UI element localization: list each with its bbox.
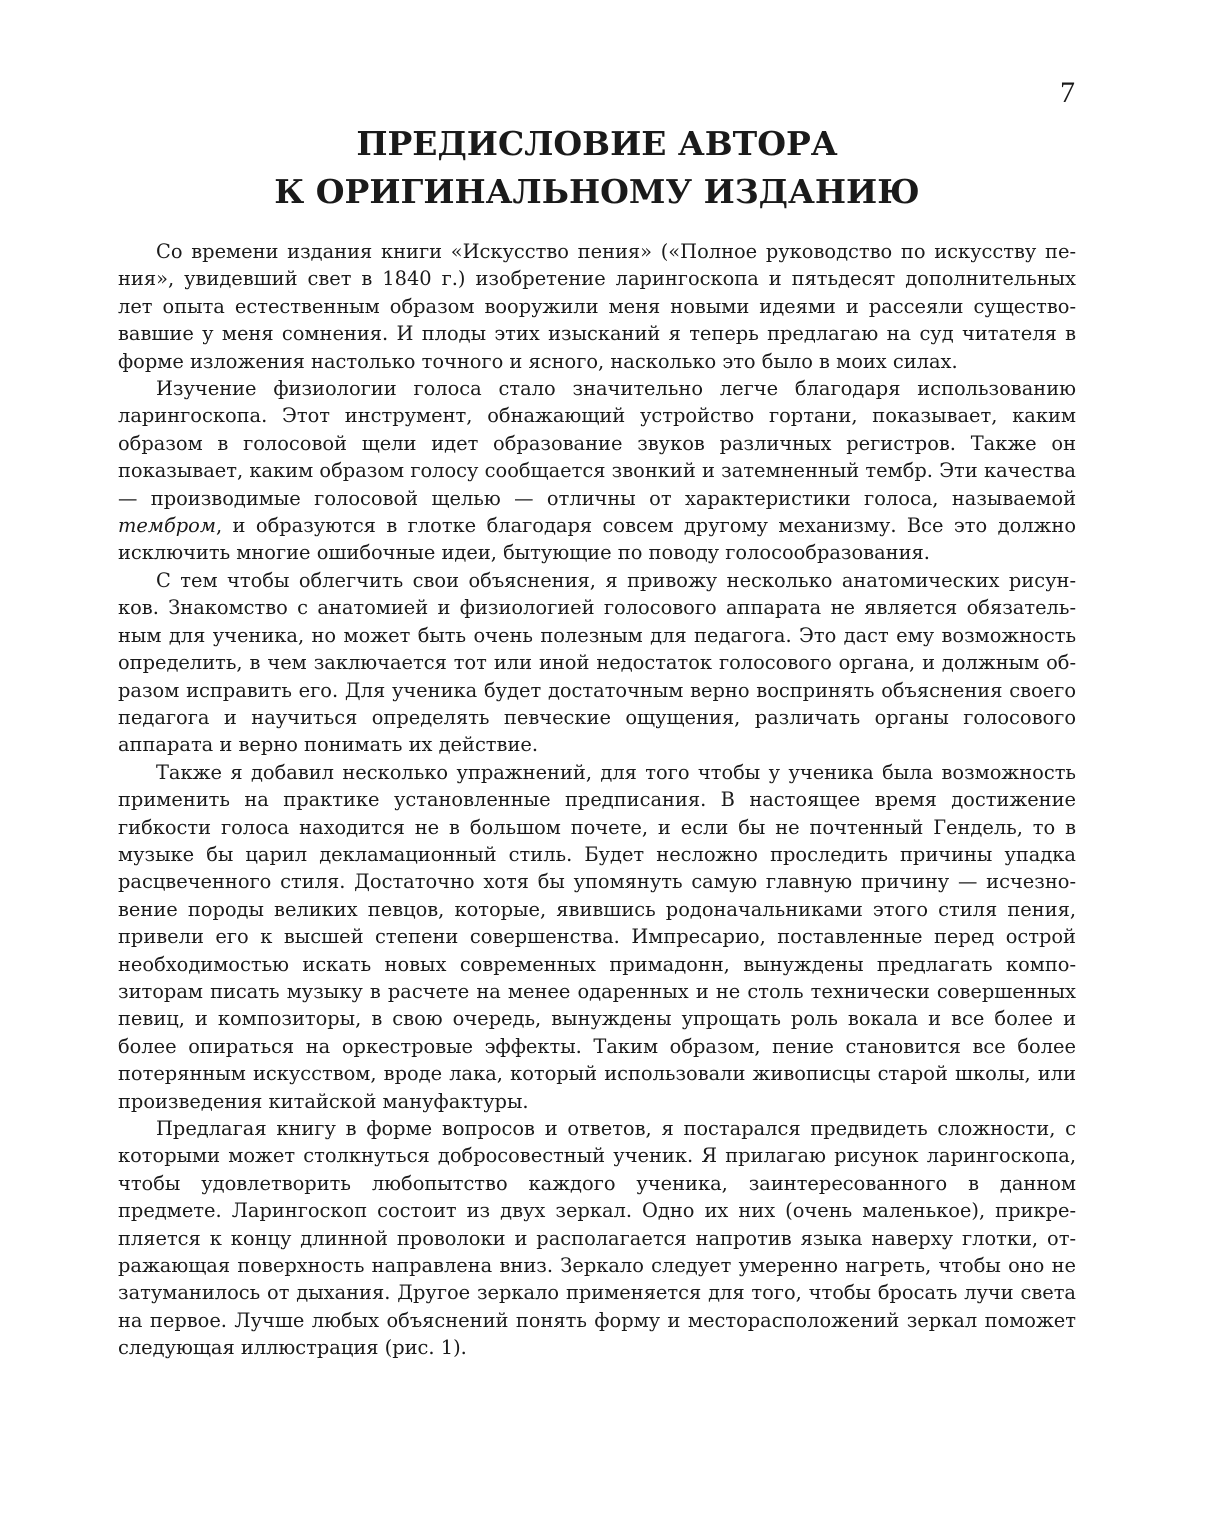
chapter-title-line-2: К ОРИГИНАЛЬНОМУ ИЗДАНИЮ [274,172,920,211]
page-number: 7 [1060,76,1075,109]
italic-term-timbre: тембром [118,514,216,538]
paragraph-2-after: , и образуются в глотке благодаря совсем другому механизму. Все это должно исключить многие ошибочные идеи, бытующие по поводу голосообразования. [118,514,1076,565]
chapter-title-line-1: ПРЕДИСЛОВИЕ АВТОРА [356,124,838,163]
chapter-title [118,120,1076,216]
paragraph-2-before: Изучение физиологии голоса стало значительно легче благодаря использованию ларингоскопа. Этот инструмент, обнажающий устройство гортани, показывает, каким образом в голосовой щели идет образование звуков различных регистров. Также он показывает, каким образом голосу сообщается звонкий и затемненный тембр. Эти качества — производимые голосовой щелью — отличны от характеристики голоса, называемой [118,377,1076,510]
paragraph-1: Со времени издания книги «Искусство пения» («Полное руководство по искусству пения», увидевший свет в 1840 г.) изобретение ларингоскопа и пятьдесят дополнительных лет опыта естественным образом вооружили меня новыми идеями и рассеяли существовавшие у меня сомнения. И плоды этих изысканий я теперь предлагаю на суд читателя в форме изложения настолько точного и ясного, насколько это было в моих силах. [118,240,1076,373]
paragraph-5: Предлагая книгу в форме вопросов и ответов, я постарался предвидеть сложности, с которыми может столкнуться добросовестный ученик. Я прилагаю рисунок ларингоскопа, чтобы удовлетворить любопытство каждого ученика, заинтересованного в данном предмете. Ларингоскоп состоит из двух зеркал. Одно их них (очень маленькое), прикрепляется к концу длинной проволоки и располагается напротив языка наверху глотки, отражающая поверхность направлена вниз. Зеркало следует умеренно нагреть, чтобы оно не затуманилось от дыхания. Другое зеркало применяется для того, чтобы бросать лучи света на первое. Лучше любых объяснений понять форму и месторасположений зеркал поможет следующая иллюстрация (рис. 1). [118,1117,1076,1360]
body-text [118,238,1076,1362]
paragraph-3: С тем чтобы облегчить свои объяснения, я привожу несколько анатомических рисунков. Знакомство с анатомией и физиологией голосового аппарата не является обязательным для ученика, но может быть очень полезным для педагога. Это даст ему возможность определить, в чем заключается тот или иной недостаток голосового органа, и должным образом исправить его. Для ученика будет достаточным верно воспринять объяснения своего педагога и научиться определять певческие ощущения, различать органы голосового аппарата и верно понимать их действие. [118,568,1076,757]
paragraph-2 [118,375,1076,567]
paragraph-4: Также я добавил несколько упражнений, для того чтобы у ученика была возможность применить на практике установленные предписания. В настоящее время достижение гибкости голоса находится не в большом почете, и если бы не почтенный Гендель, то в музыке бы царил декламационный стиль. Будет несложно проследить причины упадка расцвеченного стиля. Достаточно хотя бы упомянуть самую главную причину — исчезновение породы великих певцов, которые, явившись родоначальниками этого стиля пения, привели его к высшей степени совершенства. Импресарио, поставленные перед острой необходимостью искать новых современных примадонн, вынуждены предлагать композиторам писать музыку в расчете на менее одаренных и не столь технически совершенных певиц, и композиторы, в свою очередь, вынуждены упрощать роль вокала и все более и более опираться на оркестровые эффекты. Таким образом, пение становится все более потерянным искусством, вроде лака, который использовали живописцы старой школы, или произведения китайской мануфактуры. [118,760,1076,1113]
